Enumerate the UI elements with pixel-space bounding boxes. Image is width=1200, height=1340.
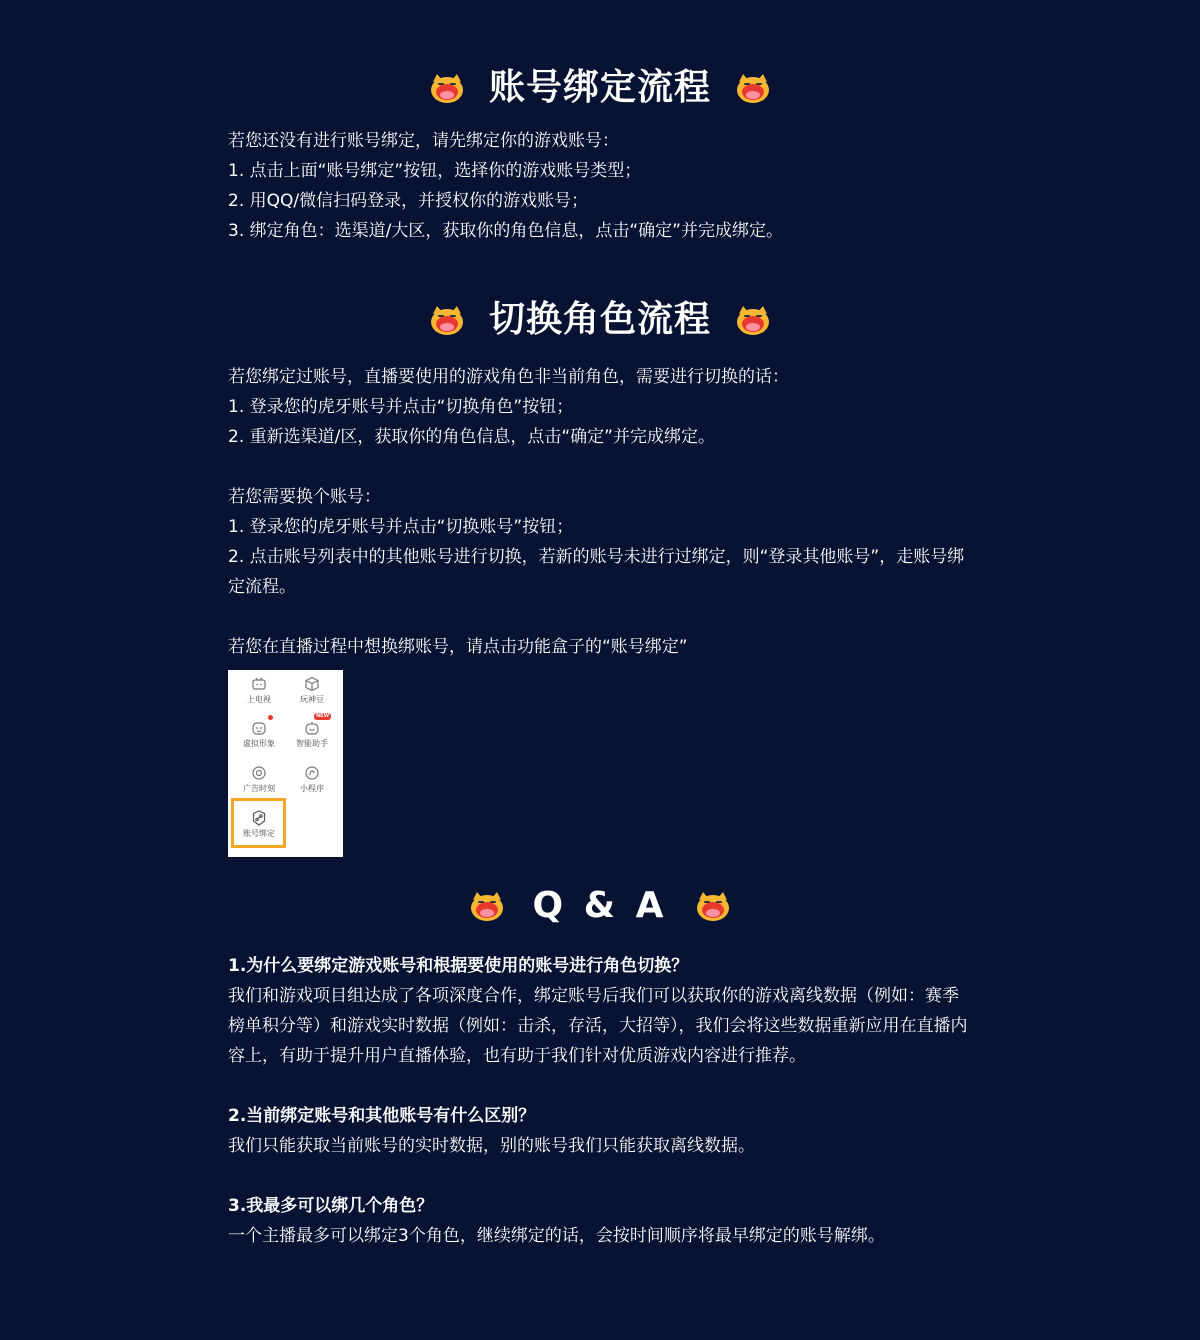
fbox-label: 广告时刻	[243, 784, 275, 793]
switch-role-step-2: 2. 重新选渠道/区，获取你的角色信息，点击“确定”并完成绑定。	[228, 427, 715, 447]
switch-role-intro: 若您绑定过账号，直播要使用的游戏角色非当前角色，需要进行切换的话：	[228, 367, 789, 387]
bind-intro: 若您还没有进行账号绑定，请先绑定你的游戏账号：	[228, 131, 619, 151]
bind-title: 账号绑定流程	[488, 67, 711, 108]
cube-icon	[304, 676, 320, 692]
mascot-icon	[469, 890, 505, 922]
qa-answer-2: 我们只能获取当前账号的实时数据，别的账号我们只能获取离线数据。	[228, 1136, 755, 1156]
fbox-item-assistant	[286, 713, 338, 749]
mascot-icon	[429, 304, 465, 336]
function-box-screenshot	[228, 670, 343, 857]
switch-role-step-1: 1. 登录您的虎牙账号并点击“切换角色”按钮；	[228, 397, 574, 417]
qa-answer-1: 我们和游戏项目组达成了各项深度合作，绑定账号后我们可以获取你的游戏离线数据（例如：赛季榜单积分等）和游戏实时数据（例如：击杀，存活，大招等），我们会将这些数据重新应用在直播内容上，有助于提升用户直播体验，也有助于我们针对优质游戏内容进行推荐。	[228, 986, 968, 1066]
mascot-icon	[735, 304, 771, 336]
fbox-label: 上电视	[247, 695, 271, 704]
qa-item-3	[228, 1191, 972, 1251]
qa-item-1	[228, 951, 972, 1071]
fbox-item-mini-program	[286, 765, 338, 794]
new-badge: NEW	[316, 713, 330, 719]
bind-step-1: 1. 点击上面“账号绑定”按钮，选择你的游戏账号类型；	[228, 161, 642, 181]
switch-account-step-1: 1. 登录您的虎牙账号并点击“切换账号”按钮；	[228, 517, 574, 537]
switch-role-steps	[228, 362, 972, 452]
bind-step-3: 3. 绑定角色：选渠道/大区，获取你的角色信息，点击“确定”并完成绑定。	[228, 221, 783, 241]
fbox-label: 虚拟形象	[243, 739, 275, 748]
ad-icon	[251, 765, 267, 781]
fbox-item-shendou	[286, 676, 338, 705]
avatar-icon	[251, 720, 267, 736]
mini-program-icon	[304, 765, 320, 781]
mascot-icon	[735, 72, 771, 104]
qa-question-3: 3.我最多可以绑几个角色？	[228, 1196, 434, 1216]
account-bind-highlight	[231, 798, 286, 848]
fbox-item-avatar	[233, 720, 285, 749]
bind-step-2: 2. 用QQ/微信扫码登录，并授权你的游戏账号；	[228, 191, 589, 211]
mascot-icon	[695, 890, 731, 922]
bind-section-title	[0, 66, 1200, 110]
fbox-label: 小程序	[300, 784, 324, 793]
qa-title: Q & A	[532, 885, 668, 926]
qa-question-1: 1.为什么要绑定游戏账号和根据要使用的账号进行角色切换？	[228, 956, 689, 976]
fbox-label: 智能助手	[296, 739, 328, 748]
switch-account-intro: 若您需要换个账号：	[228, 487, 381, 507]
qa-item-2	[228, 1101, 972, 1161]
live-rebind-note	[228, 632, 972, 662]
switch-section-title	[0, 298, 1200, 342]
qa-section-title	[0, 884, 1200, 928]
tv-icon	[251, 676, 267, 692]
mascot-icon	[429, 72, 465, 104]
switch-account-step-2: 2. 点击账号列表中的其他账号进行切换，若新的账号未进行过绑定，则“登录其他账号”，走账号绑定流程。	[228, 547, 965, 597]
fbox-label: 玩神豆	[300, 695, 324, 704]
switch-account-steps	[228, 482, 972, 602]
notification-dot	[268, 715, 273, 720]
robot-icon	[304, 720, 320, 736]
switch-title: 切换角色流程	[488, 299, 711, 340]
live-rebind-text: 若您在直播过程中想换绑账号，请点击功能盒子的“账号绑定”	[228, 637, 688, 657]
qa-question-2: 2.当前绑定账号和其他账号有什么区别？	[228, 1106, 536, 1126]
fbox-label: 账号绑定	[243, 829, 275, 838]
qa-answer-3: 一个主播最多可以绑定3个角色，继续绑定的话，会按时间顺序将最早绑定的账号解绑。	[228, 1226, 885, 1246]
bind-steps	[228, 126, 972, 246]
fbox-item-tv	[233, 676, 285, 705]
fbox-item-ad	[233, 765, 285, 794]
